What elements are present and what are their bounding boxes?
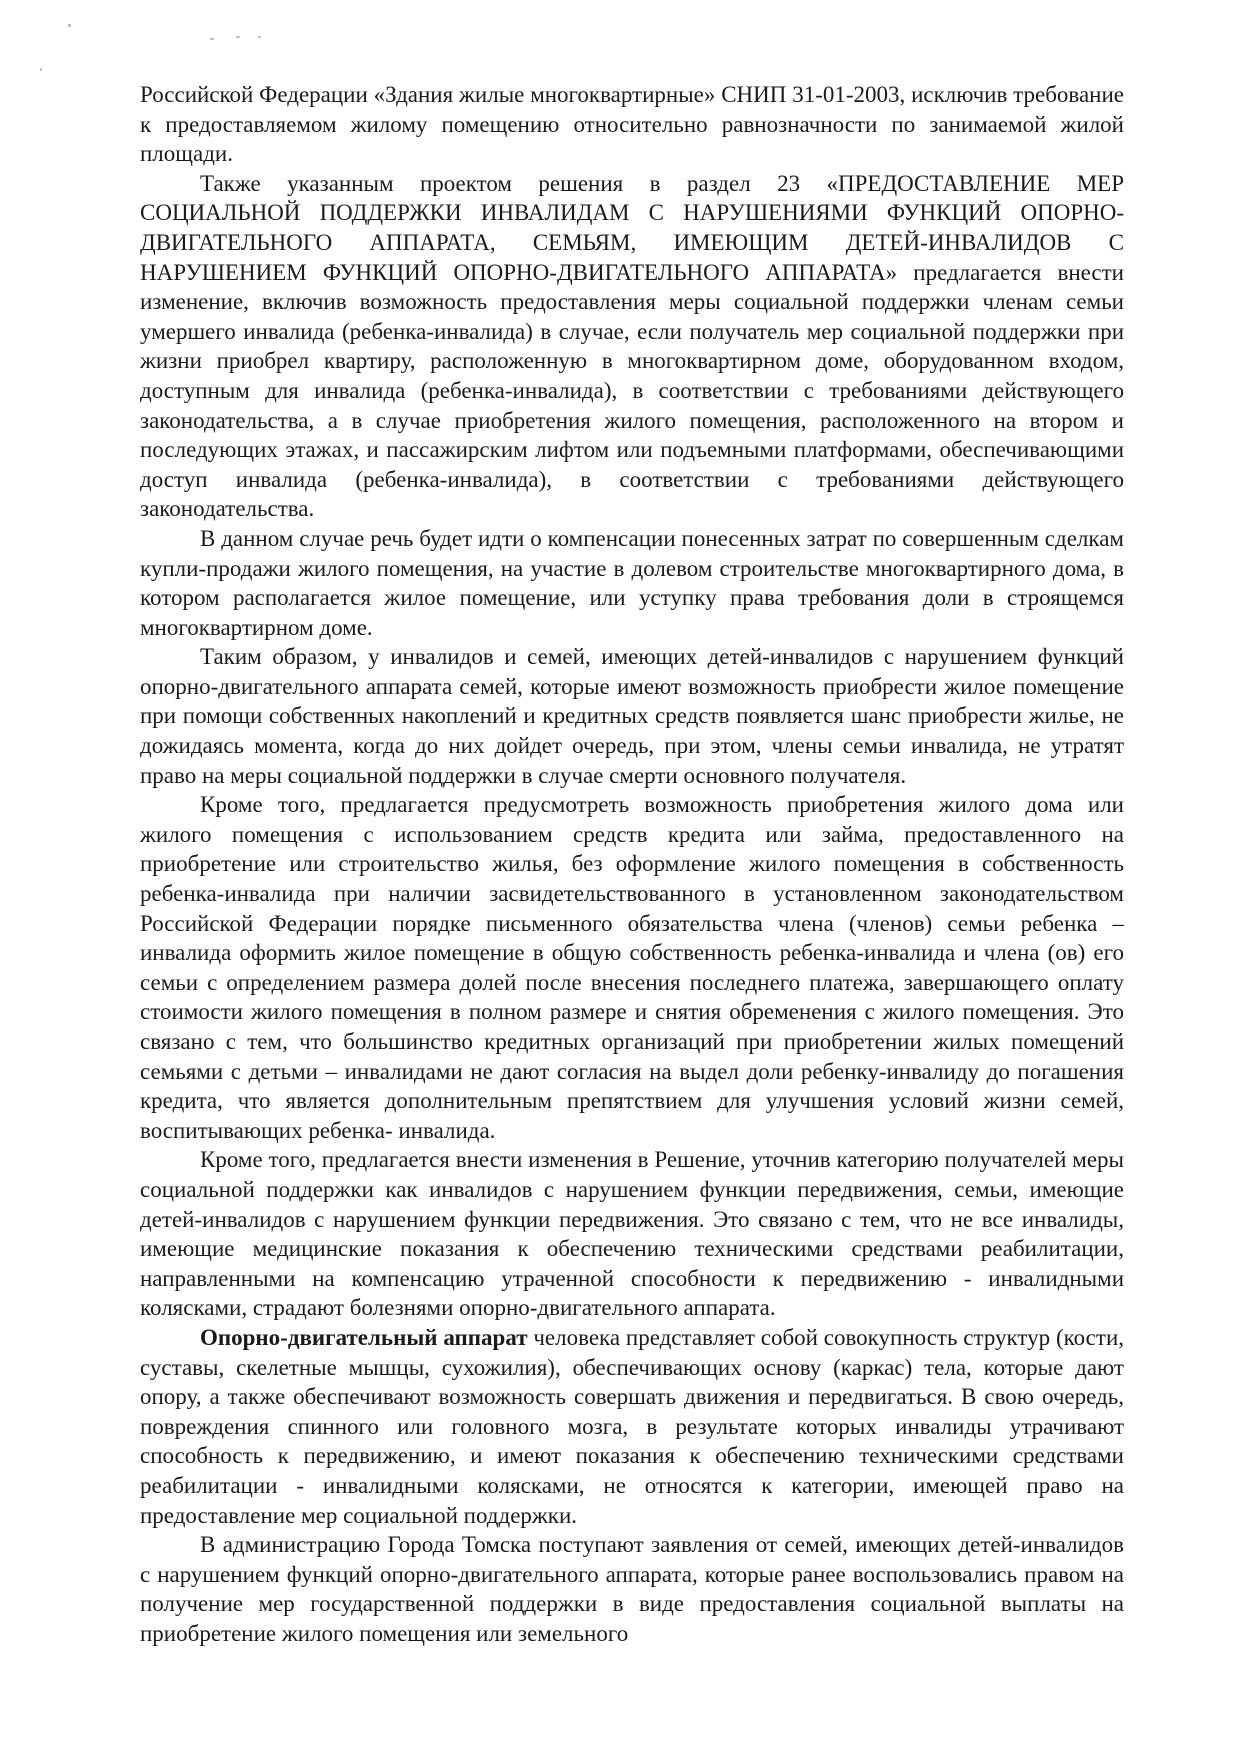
paragraph-4: Таким образом, у инвалидов и семей, имеющих детей-инвалидов с нарушением функций опорно-двигательного аппарата семей, которые имеют возможность приобрести жилое помещение при помощи собственных накоплений и кредитных средств появляется шанс приобрести жилье, не дожидаясь момента, когда до них дойдет очередь, при этом, члены семьи инвалида, не утратят право на меры социальной поддержки в случае смерти основного получателя. [140,644,1124,788]
paragraph-8: В администрацию Города Томска поступают заявления от семей, имеющих детей-инвалидов с нарушением функций опорно-двигательного аппарата, которые ранее воспользовались правом на получение мер государственной поддержки в виде предоставления социальной выплаты на приобретение жилого помещения или земельного [140,1532,1124,1646]
paragraph-2: Также указанным проектом решения в раздел 23 «ПРЕДОСТАВЛЕНИЕ МЕР СОЦИАЛЬНОЙ ПОДДЕРЖКИ ИНВАЛИДАМ С НАРУШЕНИЯМИ ФУНКЦИЙ ОПОРНО-ДВИГАТЕЛЬНОГО АППАРАТА, СЕМЬЯМ, ИМЕЮЩИМ ДЕТЕЙ-ИНВАЛИДОВ С НАРУШЕНИЕМ ФУНКЦИЙ ОПОРНО-ДВИГАТЕЛЬНОГО АППАРАТА» предлагается внести изменение, включив возможность предоставления меры социальной поддержки членам семьи умершего инвалида (ребенка-инвалида) в случае, если получатель мер социальной поддержки при жизни приобрел квартиру, расположенную в многоквартирном доме, оборудованном входом, доступным для инвалида (ребенка-инвалида), в соответствии с требованиями действующего законодательства, а в случае приобретения жилого помещения, расположенного на втором и последующих этажах, и пассажирским лифтом или подъемными платформами, обеспечивающими доступ инвалида (ребенка-инвалида), в соответствии с требованиями действующего законодательства. [140,170,1124,522]
document-page [140,80,1124,1648]
scan-speck [40,68,42,71]
paragraph-6: Кроме того, предлагается внести изменения в Решение, уточнив категорию получателей меры социальной поддержки как инвалидов с нарушением функции передвижения, семьи, имеющие детей-инвалидов с нарушением функции передвижения. Это связано с тем, что не все инвалиды, имеющие медицинские показания к обеспечению техническими средствами реабилитации, направленными на компенсацию утраченной способности к передвижению - инвалидными колясками, страдают болезнями опорно-двигательного аппарата. [140,1147,1124,1321]
paragraph-5: Кроме того, предлагается предусмотреть возможность приобретения жилого дома или жилого помещения с использованием средств кредита или займа, предоставленного на приобретение или строительство жилья, без оформление жилого помещения в собственность ребенка-инвалида при наличии засвидетельствованного в установленном законодательством Российской Федерации порядке письменного обязательства члена (членов) семьи ребенка – инвалида оформить жилое помещение в общую собственность ребенка-инвалида и члена (ов) его семьи с определением размера долей после внесения последнего платежа, завершающего оплату стоимости жилого помещения в полном размере и снятия обременения с жилого помещения. Это связано с тем, что большинство кредитных организаций при приобретении жилых помещений семьями с детьми – инвалидами не дают согласия на выдел доли ребенку-инвалиду до погашения кредита, что является дополнительным препятствием для улучшения условий жизни семей, воспитывающих ребенка- инвалида. [140,792,1124,1143]
paragraph-3: В данном случае речь будет идти о компенсации понесенных затрат по совершенным сделкам купли-продажи жилого помещения, на участие в долевом строительстве многоквартирного дома, в котором располагается жилое помещение, или уступку права требования доли в строящемся многоквартирном доме. [140,525,1124,640]
paragraph-1: Российской Федерации «Здания жилые многоквартирные» СНИП 31-01-2003, исключив требование к предоставляемом жилому помещению относительно равнозначности по занимаемой жилой площади. [140,82,1124,167]
scan-speck [236,36,240,38]
paragraph-7-text: человека представляет собой совокупность структур (кости, суставы, скелетные мышцы, сухожилия), обеспечивающих основу (каркас) тела, которые дают опору, а также обеспечивают возможность совершать движения и передвигаться. В свою очередь, повреждения спинного или головного мозга, в результате которых инвалиды утрачивают способность к передвижению, и имеют показания к обеспечению техническими средствами реабилитации - инвалидными колясками, не относятся к категории, имеющей право на предоставление мер социальной поддержки. [140,1324,1124,1528]
scan-speck [68,24,71,27]
scan-speck [210,38,214,40]
scan-speck [258,36,261,38]
paragraph-7 [140,1323,1124,1530]
bold-term: Опорно-двигательный аппарат [200,1324,528,1350]
scan-artifacts [60,18,300,78]
